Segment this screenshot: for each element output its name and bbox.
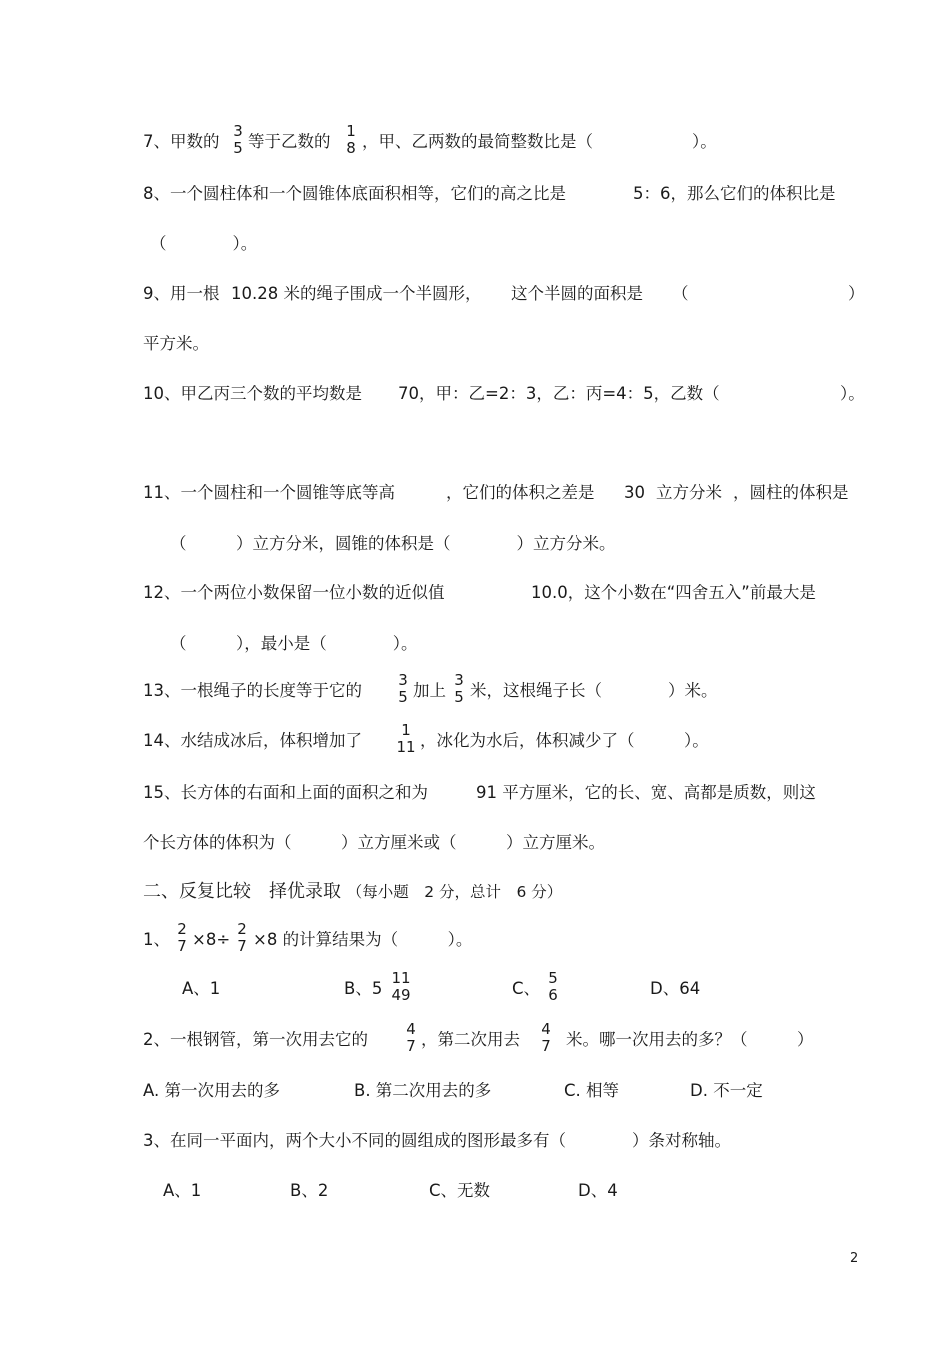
s2-fraction-2: 4 7 [541,1020,551,1055]
q11-text-f: （ ）立方分米，圆锥的体积是（ ）立方分米。 [170,534,616,553]
section-heading [143,881,562,903]
q9-text-e: ） [848,284,865,303]
q10-text-c: ）。 [840,384,865,403]
s1-option-b: B、5 [344,979,383,998]
q12-text-c: （ ），最小是（ ）。 [170,634,418,653]
q15-text-c: 个长方体的体积为（ ）立方厘米或（ ）立方厘米。 [143,833,605,852]
q11-text-a: 11、一个圆柱和一个圆锥等底等高 [143,483,395,502]
q8-text-c: （ ）。 [150,234,258,253]
s1-fraction-1: 2 7 [177,920,187,955]
s2-option-c: C. 相等 [564,1081,620,1100]
q14-text-a: 14、水结成冰后，体积增加了 [143,731,362,750]
s2-option-d: D. 不一定 [690,1081,763,1100]
s2-text-a: 2、一根钢管，第一次用去它的 [143,1030,368,1049]
s1-option-c-fraction: 5 6 [548,969,558,1004]
q10-text-b: 70，甲：乙=2：3，乙：丙=4：5，乙数（ [398,384,720,403]
s3-option-c: C、无数 [429,1181,491,1200]
q9-text-f: 平方米。 [143,334,209,353]
s1-option-b-fraction: 11 49 [391,969,411,1004]
q7-text-a: 7、甲数的 [143,132,220,151]
s2-text-b: ，第二次用去 [421,1030,520,1049]
s1-option-d: D、64 [650,979,701,998]
s1-text-c: ×8 的计算结果为（ ）。 [253,930,473,949]
q13-fraction-1: 3 5 [398,671,408,706]
q13-text-a: 13、一根绳子的长度等于它的 [143,681,362,700]
q15-text-b: 91 平方厘米，它的长、宽、高都是质数，则这 [476,783,816,802]
page-number: 2 [850,1251,859,1266]
s3-option-b: B、2 [290,1181,329,1200]
s1-text-a: 1、 [143,930,170,949]
s3-text: 3、在同一平面内，两个大小不同的圆组成的图形最多有（ ）条对称轴。 [143,1131,731,1150]
s2-option-b: B. 第二次用去的多 [354,1081,492,1100]
s1-option-c: C、 [512,979,541,998]
q9-text-c: 这个半圆的面积是 [511,284,643,303]
q13-text-c: 米，这根绳子长（ ）米。 [470,681,718,700]
section-title: 二、反复比较 择优录取 [143,881,341,902]
s3-option-d: D、4 [578,1181,618,1200]
q8-text-b: 5：6，那么它们的体积比是 [633,184,836,203]
s1-fraction-2: 2 7 [237,920,247,955]
q10-text-a: 10、甲乙丙三个数的平均数是 [143,384,362,403]
s3-option-a: A、1 [163,1181,202,1200]
s1-option-a: A、1 [182,979,221,998]
q9-text-d: （ [672,284,689,303]
q14-fraction: 1 11 [396,721,416,756]
q11-text-e: ，圆柱的体积是 [733,483,849,502]
q9-text-a: 9、用一根 [143,284,220,303]
section-note: （每小题 2 分，总计 6 分） [346,883,563,901]
q8-text-a: 8、一个圆柱体和一个圆锥体底面积相等，它们的高之比是 [143,184,566,203]
q15-text-a: 15、长方体的右面和上面的面积之和为 [143,783,428,802]
q13-fraction-2: 3 5 [454,671,464,706]
s2-text-c: 米。哪一次用去的多？（ ） [566,1030,814,1049]
s2-option-a: A. 第一次用去的多 [143,1081,280,1100]
q11-text-b: ，它们的体积之差是 [446,483,595,502]
q7-text-c: ，甲、乙两数的最简整数比是（ ）。 [362,132,717,151]
q13-text-b: 加上 [413,681,446,700]
q7-text-b: 等于乙数的 [248,132,331,151]
q14-text-b: ，冰化为水后，体积减少了（ ）。 [420,731,709,750]
q12-text-a: 12、一个两位小数保留一位小数的近似值 [143,583,445,602]
q11-text-c: 30 [624,483,645,502]
s2-fraction-1: 4 7 [406,1020,416,1055]
q7-fraction-2: 1 8 [346,122,356,157]
s1-text-b: ×8÷ [192,930,231,949]
q7-fraction-1: 3 5 [233,122,243,157]
q9-text-b: 10.28 米的绳子围成一个半圆形， [231,284,482,303]
q12-text-b: 10.0，这个小数在“四舍五入”前最大是 [531,583,816,602]
q11-text-d: 立方分米 [656,483,722,502]
